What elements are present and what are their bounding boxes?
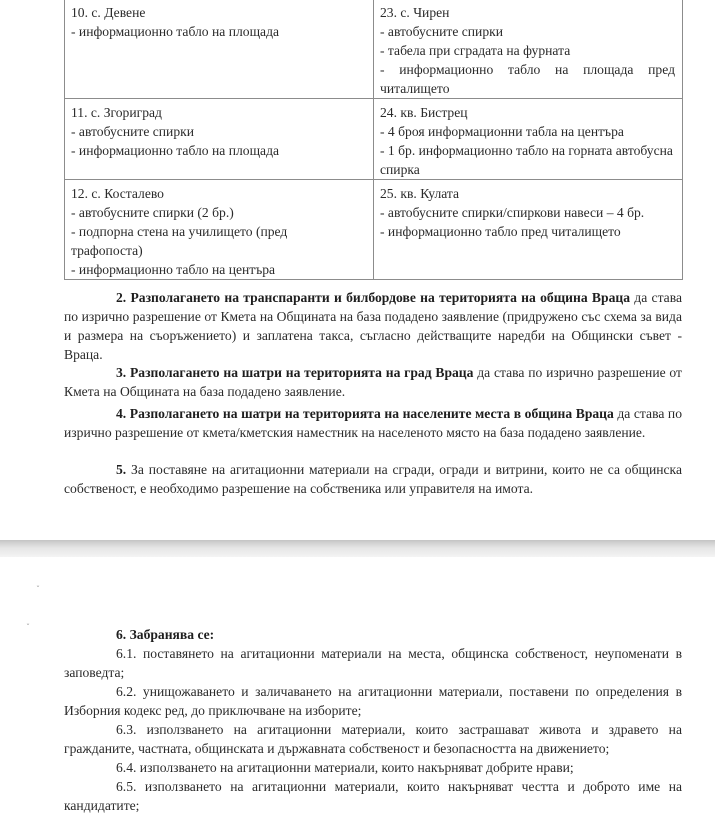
table-cell-bistrets: [374, 99, 683, 180]
location-title: 23. с. Чирен: [380, 5, 450, 20]
table-cell-zgorigrad: [65, 99, 374, 180]
table-row: [65, 180, 683, 280]
location-item: - автобусните спирки/спиркови навеси – 4 бр.: [380, 205, 645, 220]
paragraph-text: да става по изрично разрешение от Кмета на Общината на база подадено заявление.: [64, 365, 682, 399]
paragraph-heading: 3. Разполагането на шатри на територията на град Враца: [116, 365, 474, 380]
paragraph-heading: 5.: [116, 462, 127, 477]
location-item: - информационно табло на площада: [71, 24, 280, 39]
paragraph-text: да става по изрично разрешение от кмета/кметския наместник на населеното място на база подадено заявление.: [64, 406, 682, 440]
location-title: 25. кв. Кулата: [380, 186, 460, 201]
prohibition-text: 6.2. унищожаването и заличаването на агитационни материали, поставени по определения в Изборния кодекс ред, до приключване на изборите;: [64, 684, 682, 718]
paragraph-text: да става по изрично разрешение от Кмета на Общината на база подадено заявление (придружено със схема за вида и размера на съоръжението) и заплатена такса, съгласно действащите наредби на Общински съвет - Враца.: [64, 290, 682, 362]
location-item: - автобусните спирки: [71, 124, 195, 139]
paragraph-3-tents-city: [64, 363, 682, 401]
page-separator: [0, 540, 715, 557]
table-cell-devene: [65, 0, 374, 99]
location-item: - подпорна стена на училището (пред: [71, 224, 288, 239]
paragraph-heading: 2. Разполагането на транспаранти и билбордове на територията на община Враца: [116, 290, 630, 305]
location-item-continued: спирка: [380, 162, 420, 177]
location-item: - автобусните спирки: [380, 24, 504, 39]
table-cell-kulata: [374, 180, 683, 280]
prohibition-text: 6.1. поставянето на агитационни материали на места, общинска собственост, неупоменати в заповедта;: [64, 646, 682, 680]
location-item: - 1 бр. информационно табло на горната автобусна: [380, 143, 673, 158]
location-item-continued: читалището: [380, 81, 450, 96]
location-item: - информационно табло на площада: [71, 143, 280, 158]
paragraph-heading: 4. Разполагането на шатри на територията на населените места в община Враца: [116, 406, 614, 421]
paragraph-4-tents-villages: [64, 404, 682, 442]
prohibition-item-6-4: [64, 758, 682, 777]
location-item: - автобусните спирки (2 бр.): [71, 205, 234, 220]
location-title: 11. с. Згориград: [71, 105, 162, 120]
location-title: 24. кв. Бистрец: [380, 105, 468, 120]
prohibition-item-6-2: [64, 682, 682, 720]
table-row: [65, 99, 683, 180]
location-item: - 4 броя информационни табла на центъра: [380, 124, 624, 139]
paragraph-5-private-property: [64, 460, 682, 498]
locations-table: [64, 0, 683, 280]
location-item: - информационно табло на центъра: [71, 262, 276, 277]
section-heading: 6. Забранява се:: [116, 627, 215, 642]
paragraph-text: За поставяне на агитационни материали на сгради, огради и витрини, които не са общинска собственост, е необходимо разрешение на собственика или управителя на имота.: [64, 462, 682, 496]
location-item: - информационно табло на площада пред: [380, 62, 675, 77]
table-cell-kostalevo: [65, 180, 374, 280]
location-item-continued: трафопоста): [71, 243, 143, 258]
table-row: [65, 0, 683, 99]
scan-artifact: ˇ: [36, 585, 40, 594]
document-page-2: [0, 557, 715, 813]
scan-artifact: ˇ: [26, 623, 30, 632]
table-cell-chiren: [374, 0, 683, 99]
section-6-heading: [64, 625, 682, 644]
prohibition-item-6-1: [64, 644, 682, 682]
prohibition-text: 6.4. използването на агитационни материали, които накърняват добрите нрави;: [116, 760, 574, 775]
prohibition-item-6-5: [64, 777, 682, 815]
location-title: 10. с. Девене: [71, 5, 146, 20]
prohibition-item-6-3: [64, 720, 682, 758]
paragraph-2-billboards: [64, 288, 682, 364]
location-item: - информационно табло пред читалището: [380, 224, 621, 239]
prohibition-text: 6.5. използването на агитационни материали, които накърняват честта и доброто име на кандидатите;: [64, 779, 682, 813]
location-item: - табела при сградата на фурната: [380, 43, 571, 58]
location-title: 12. с. Косталево: [71, 186, 164, 201]
prohibition-text: 6.3. използването на агитационни материали, които застрашават живота и здравето на гражданите, частната, общинската и държавната собственост и безопасността на движението;: [64, 722, 682, 756]
